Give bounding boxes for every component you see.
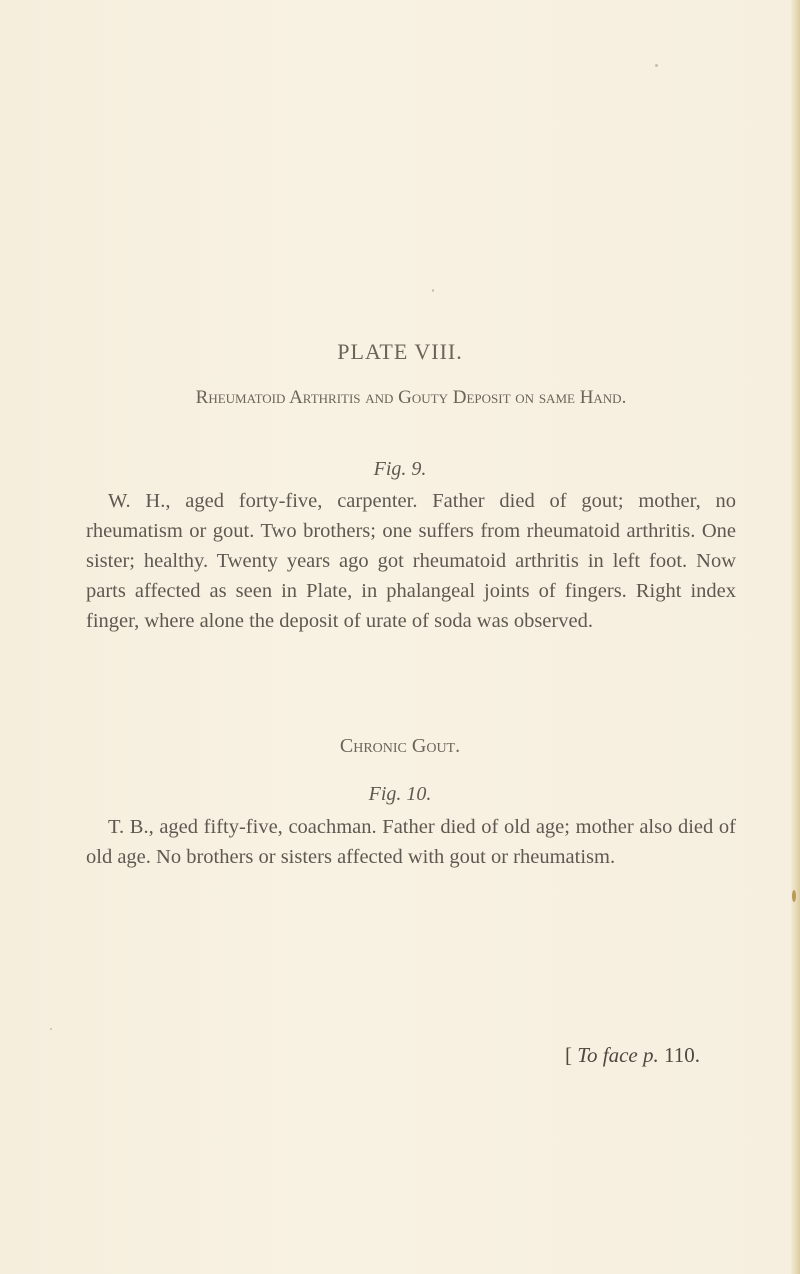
paper-speck [792, 890, 796, 902]
section-heading: Chronic Gout. [339, 735, 461, 757]
paper-speck [655, 64, 658, 67]
figure-10-label: Fig. 10. [368, 783, 432, 805]
footer-to-face: To face p. [577, 1043, 659, 1067]
footer-bracket: [ [565, 1043, 572, 1067]
paper-speck [432, 289, 434, 292]
plate-title: PLATE VIII. [337, 339, 463, 364]
figure-9-description: W. H., aged forty-five, carpenter. Father died of gout; mother, no rheumatism or gout. Two brothers; one suffers from rheumatoid arthritis. One sister; healthy. Twenty years ago got rheumatoid arthritis in left foot. Now parts affected as seen in Plate, in phalangeal joints of fingers. Right index finger, where alone the deposit of urate of soda was observed. [86, 490, 736, 632]
plate-subtitle: Rheumatoid Arthritis and Gouty Deposit on same Hand. [195, 387, 627, 408]
page-edge-shadow [791, 0, 800, 1274]
figure-9-label: Fig. 9. [373, 458, 427, 480]
footer-page-number: 110. [663, 1043, 700, 1067]
figure-10-description: T. B., aged fifty-five, coachman. Father died of old age; mother also died of old age. No brothers or sisters affected with gout or rheumatism. [86, 816, 736, 868]
paper-speck [50, 1028, 52, 1030]
facing-page-reference [565, 1043, 700, 1068]
